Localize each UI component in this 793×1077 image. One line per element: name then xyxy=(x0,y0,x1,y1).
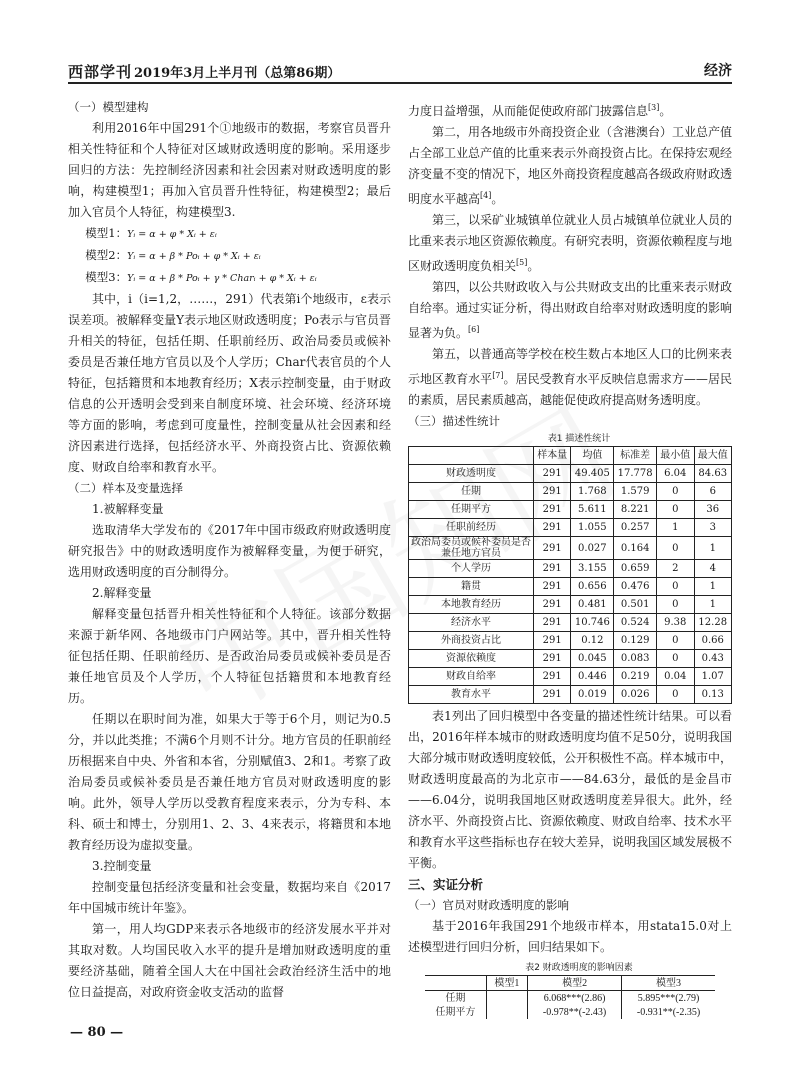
table-cell: 1 xyxy=(694,578,732,596)
paragraph: 解释变量包括晋升相关性特征和个人特征。该部分数据来源于新华网、各地级市门户网站等。其中，晋升相关性特征包括任期、任职前经历、是否政治局委员或候补委员是否兼任地官员及个人学历，个人特征包括籍贯和本地教育经历。 xyxy=(68,607,391,705)
column-header: 模型1 xyxy=(486,976,527,991)
table-row xyxy=(409,614,732,632)
paragraph: 利用2016年中国291个①地级市的数据，考察官员晋升相关性特征和个人特征对区域财政透明度的影响。采用逐步回归的方法：先控制经济因素和社会因素对财政透明度的影响，构建模型1；再加入官员晋升性特征，构建模型2；最后加入官员个人特征，构建模型3. xyxy=(68,121,391,219)
table-cell: 0.476 xyxy=(614,578,657,596)
issue-info: 2019年3月上半月刊（总第86期） xyxy=(134,66,341,81)
table-cell: 291 xyxy=(534,668,571,686)
table-cell: 0.66 xyxy=(694,632,732,650)
subheading: 1.被解释变量 xyxy=(92,502,164,516)
table-cell: -0.978**(-2.43) xyxy=(528,1005,622,1019)
column-header: 模型2 xyxy=(528,976,622,991)
table-cell: 0.446 xyxy=(571,668,614,686)
subheading: 2.解释变量 xyxy=(92,586,152,600)
citation: [7] xyxy=(492,371,504,380)
table-cell: 3.155 xyxy=(571,560,614,578)
table-cell: 49.405 xyxy=(571,465,614,483)
table-cell: 教育水平 xyxy=(409,686,534,704)
model-1: 模型1：Yᵢ = α + φ * Xᵢ + εᵢ xyxy=(85,226,217,240)
table1-caption: 表1 描述性统计 xyxy=(547,434,611,444)
citation: [5] xyxy=(516,258,528,267)
column-header: 均值 xyxy=(571,447,614,465)
table-cell: 0.129 xyxy=(614,632,657,650)
table-cell: 4 xyxy=(694,560,732,578)
table-cell xyxy=(486,991,527,1006)
paragraph: 力度日益增强，从而能促使政府部门披露信息[3]。 xyxy=(408,103,672,118)
column-header: 模型3 xyxy=(622,976,715,991)
table-cell: 6 xyxy=(694,483,732,501)
table-row xyxy=(425,1005,715,1019)
table-cell: 0 xyxy=(657,650,694,668)
table-row xyxy=(409,501,732,519)
table-cell: 1 xyxy=(694,537,732,560)
table-cell: 291 xyxy=(534,632,571,650)
citation: [4] xyxy=(480,191,492,200)
right-column xyxy=(408,97,732,1019)
table-cell: 财政透明度 xyxy=(409,465,534,483)
section-heading-sample: （二）样本及变量选择 xyxy=(68,481,183,495)
table-row xyxy=(409,519,732,537)
table-cell: 291 xyxy=(534,686,571,704)
table-cell: 0.164 xyxy=(614,537,657,560)
table-cell: 291 xyxy=(534,537,571,560)
table-cell: 任期 xyxy=(409,483,534,501)
table-cell: 36 xyxy=(694,501,732,519)
page-number: — 80 — xyxy=(70,1025,124,1040)
table-row xyxy=(409,483,732,501)
section-heading-model: （一）模型建构 xyxy=(68,100,149,114)
page-header xyxy=(68,58,732,84)
table2 xyxy=(425,975,715,1019)
table-cell: 291 xyxy=(534,578,571,596)
column-header: 样本量 xyxy=(534,447,571,465)
column-header: 标准差 xyxy=(614,447,657,465)
table-cell: 0.045 xyxy=(571,650,614,668)
table-cell: 0 xyxy=(657,501,694,519)
table-cell: 0.257 xyxy=(614,519,657,537)
table-cell: 10.746 xyxy=(571,614,614,632)
citation: [6] xyxy=(468,325,480,334)
table-cell: 0.43 xyxy=(694,650,732,668)
table1 xyxy=(408,446,732,704)
table-cell: 0.019 xyxy=(571,686,614,704)
table-cell: 291 xyxy=(534,614,571,632)
paragraph: 第一，用人均GDP来表示各地级市的经济发展水平并对其取对数。人均国民收入水平的提升是增加财政透明度的重要经济基础，随着全国人大在中国社会政治经济生活中的地位日益提高，对政府资金收支活动的监督 xyxy=(68,922,391,999)
section-heading-empirical: 三、实证分析 xyxy=(408,877,484,892)
table-header-row xyxy=(425,976,715,991)
table-cell: 任期 xyxy=(445,992,466,1004)
table-cell: 5.895***(2.79) xyxy=(622,991,715,1006)
journal-logo: 西部学刊 xyxy=(68,63,133,81)
table-cell xyxy=(486,1005,527,1019)
section-heading-descriptive: （三）描述性统计 xyxy=(408,414,500,428)
table-cell: 291 xyxy=(534,519,571,537)
paragraph: 第五，以普通高等学校在校生数占本地区人口的比例来表示地区教育水平[7]。居民受教育水平反映信息需求方——居民的素质，居民素质越高，越能促使政府提高财务透明度。 xyxy=(408,347,733,407)
column-header: 最小值 xyxy=(657,447,694,465)
model-3: 模型3：Yᵢ = α + β * Poᵢ + γ * Charᵢ + φ * Xᵢ + εᵢ xyxy=(85,270,317,284)
table-cell: 291 xyxy=(534,465,571,483)
table-row xyxy=(409,465,732,483)
table-row xyxy=(409,686,732,704)
table-cell: 0 xyxy=(657,483,694,501)
table-cell: 0.083 xyxy=(614,650,657,668)
table-cell: -0.931**(-2.35) xyxy=(622,1005,715,1019)
table-cell: 8.221 xyxy=(614,501,657,519)
paragraph: 控制变量包括经济变量和社会变量，数据均来自《2017年中国城市统计年鉴》。 xyxy=(68,880,391,915)
table-cell: 84.63 xyxy=(694,465,732,483)
table-cell: 1 xyxy=(657,519,694,537)
section-label: 经济 xyxy=(704,63,732,79)
paragraph: 第二，用各地级市外商投资企业（含港澳台）工业总产值占全部工业总产值的比重来表示外商投资占比。在保持宏观经济变量不变的情况下，地区外商投资程度越高各级政府财政透明度水平越高[4]。 xyxy=(408,125,733,206)
column-header xyxy=(409,447,534,465)
table-cell: 9.38 xyxy=(657,614,694,632)
table-cell: 籍贯 xyxy=(409,578,534,596)
table-cell: 6.068***(2.86) xyxy=(528,991,622,1006)
table-cell: 0.027 xyxy=(571,537,614,560)
column-header: 最大值 xyxy=(694,447,732,465)
table-cell: 0.12 xyxy=(571,632,614,650)
formula: Yᵢ = α + φ * Xᵢ + εᵢ xyxy=(127,229,217,240)
table-row xyxy=(409,596,732,614)
table-cell: 12.28 xyxy=(694,614,732,632)
table-row xyxy=(425,991,715,1006)
table-cell: 17.778 xyxy=(614,465,657,483)
citation: [3] xyxy=(648,103,660,112)
paragraph: 其中，i（i=1,2，……，291）代表第i个地级市，ε表示误差项。被解释变量Y表示地区财政透明度；Po表示与官员晋升相关的特征，包括任期、任职前经历、政治局委员或候补委员是否兼任地方官员以及个人学历；Char代表官员的个人特征，包括籍贯和本地教育经历；X表示控制变量，由于财政信息的公开透明会受到来自制度环境、社会环境、经济环境等方面的影响，考虑到可度量性，控制变量从社会因素和经济因素进行选择，包括经济水平、外商投资占比、资源依赖度、财政自给率和教育水平。 xyxy=(68,292,391,474)
table-cell: 0.481 xyxy=(571,596,614,614)
table-cell: 任职前经历 xyxy=(409,519,534,537)
table-cell: 1.579 xyxy=(614,483,657,501)
formula: Yᵢ = α + β * Poᵢ + φ * Xᵢ + εᵢ xyxy=(127,251,261,262)
table-cell: 0.13 xyxy=(694,686,732,704)
table-cell: 0 xyxy=(657,596,694,614)
table-cell: 1 xyxy=(694,596,732,614)
header-rule xyxy=(68,82,732,84)
table-cell: 0.524 xyxy=(614,614,657,632)
table-cell: 0 xyxy=(657,578,694,596)
journal-masthead xyxy=(68,61,340,82)
table-row xyxy=(409,650,732,668)
table-cell: 任期平方 xyxy=(409,501,534,519)
table-cell: 0.219 xyxy=(614,668,657,686)
table-cell: 0.656 xyxy=(571,578,614,596)
subsection-heading: （一）官员对财政透明度的影响 xyxy=(408,898,569,912)
table-row xyxy=(409,560,732,578)
table-cell: 2 xyxy=(657,560,694,578)
table-row xyxy=(409,632,732,650)
subheading: 3.控制变量 xyxy=(92,859,152,873)
table-cell: 6.04 xyxy=(657,465,694,483)
paragraph: 基于2016年我国291个地级市样本，用stata15.0对上述模型进行回归分析，回归结果如下。 xyxy=(408,919,732,954)
table-cell: 0 xyxy=(657,632,694,650)
table-cell: 资源依赖度 xyxy=(409,650,534,668)
formula: Yᵢ = α + β * Poᵢ + γ * Charᵢ + φ * Xᵢ + εᵢ xyxy=(127,273,317,284)
paragraph: 选取清华大学发布的《2017年中国市级政府财政透明度研究报告》中的财政透明度作为被解释变量，为便于研究，选用财政透明度的百分制得分。 xyxy=(68,523,391,579)
table-cell: 1.07 xyxy=(694,668,732,686)
table-cell: 0.501 xyxy=(614,596,657,614)
table-row xyxy=(409,668,732,686)
table-cell: 1.768 xyxy=(571,483,614,501)
table-cell: 291 xyxy=(534,483,571,501)
table-cell: 1.055 xyxy=(571,519,614,537)
table2-caption: 表2 财政透明度的影响因素 xyxy=(525,963,633,973)
table-cell: 个人学历 xyxy=(409,560,534,578)
table-cell: 本地教育经历 xyxy=(409,596,534,614)
table-cell: 0.659 xyxy=(614,560,657,578)
model-2: 模型2：Yᵢ = α + β * Poᵢ + φ * Xᵢ + εᵢ xyxy=(85,248,261,262)
table-cell: 政治局委员或候补委员是否兼任地方官员 xyxy=(409,537,534,560)
table-cell: 0.026 xyxy=(614,686,657,704)
left-column xyxy=(68,97,391,1003)
table-cell: 0 xyxy=(657,537,694,560)
table-header-row xyxy=(409,447,732,465)
table-cell: 5.611 xyxy=(571,501,614,519)
column-header xyxy=(425,976,486,991)
table-row xyxy=(409,578,732,596)
paragraph: 表1列出了回归模型中各变量的描述性统计结果。可以看出，2016年样本城市的财政透明度均值不足50分，说明我国大部分城市财政透明度较低，公开积极性不高。样本城市中，财政透明度最高的为北京市——84.63分，最低的是金昌市——6.04分，说明我国地区财政透明度差异很大。此外，经济水平、外商投资占比、资源依赖度、财政自给率、技术水平和教育水平这些指标也存在较大差异，说明我国区域发展极不平衡。 xyxy=(408,709,733,870)
table-cell: 291 xyxy=(534,560,571,578)
table-cell: 291 xyxy=(534,501,571,519)
table-cell: 3 xyxy=(694,519,732,537)
table-cell: 外商投资占比 xyxy=(409,632,534,650)
table-cell: 291 xyxy=(534,596,571,614)
table-cell: 0.04 xyxy=(657,668,694,686)
paragraph: 第四，以公共财政收入与公共财政支出的比重来表示财政自给率。通过实证分析，得出财政自给率对财政透明度的影响显著为负。[6] xyxy=(408,280,733,340)
table-cell: 财政自给率 xyxy=(409,668,534,686)
table-cell: 0 xyxy=(657,686,694,704)
paragraph: 第三，以采矿业城镇单位就业人员占城镇单位就业人员的比重来表示地区资源依赖度。有研究表明，资源依赖程度与地区财政透明度负相关[5]。 xyxy=(408,213,733,273)
table-cell: 任期平方 xyxy=(435,1006,476,1018)
table-row xyxy=(409,537,732,560)
table-cell: 经济水平 xyxy=(409,614,534,632)
table-cell: 291 xyxy=(534,650,571,668)
paragraph: 任期以在职时间为准，如果大于等于6个月，则记为0.5分，并以此类推；不满6个月则不计分。地方官员的任职前经历根据来自中央、外省和本省，分别赋值3、2和1。考察了政治局委员或候补委员是否兼任地方官员对财政透明度的影响。此外，领导人学历以受教育程度来表示，分为专科、本科、硕士和博士，分别用1、2、3、4来表示，将籍贯和本地教育经历设为虚拟变量。 xyxy=(68,712,391,852)
